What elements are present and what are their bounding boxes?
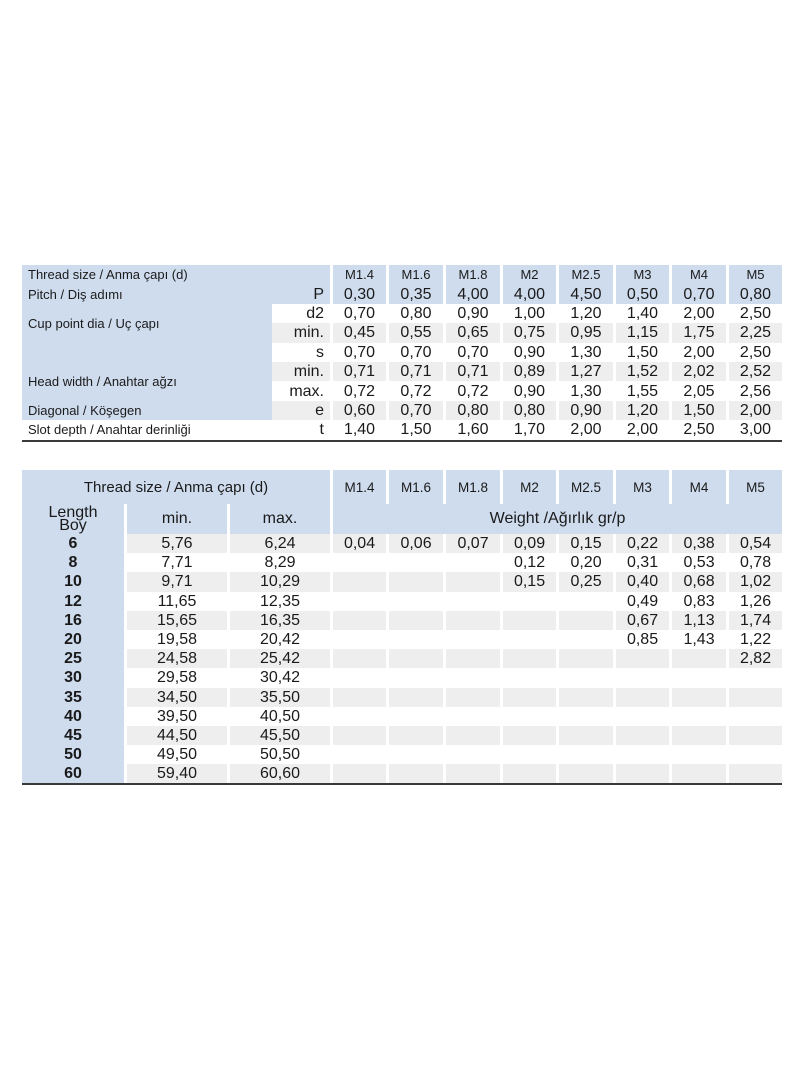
max-label: max.	[227, 504, 330, 534]
value-cell: 0,60	[330, 401, 386, 420]
value-cell: 0,72	[386, 381, 443, 400]
value-cell: 1,75	[669, 323, 726, 342]
weight-cell: 0,04	[330, 534, 386, 553]
value-cell: 1,40	[330, 420, 386, 439]
length-cell: 8	[22, 553, 124, 572]
max-cell: 40,50	[227, 707, 330, 726]
dimensions-table	[22, 265, 782, 442]
max-cell: 16,35	[227, 611, 330, 630]
diagonal-row	[22, 401, 782, 420]
weight-cell	[443, 745, 500, 764]
min-cell: 9,71	[124, 572, 227, 591]
value-cell: 2,00	[669, 304, 726, 323]
table-row	[22, 553, 782, 572]
weight-cell	[556, 764, 613, 783]
weight-cell	[500, 630, 556, 649]
weight-cell: 0,38	[669, 534, 726, 553]
weight-cell: 0,07	[443, 534, 500, 553]
value-cell: 0,72	[443, 381, 500, 400]
weight-cell	[500, 649, 556, 668]
weight-cell: 0,78	[726, 553, 782, 572]
value-cell: 0,70	[330, 304, 386, 323]
value-cell: 1,50	[613, 343, 669, 362]
value-cell: 2,00	[613, 420, 669, 439]
weight-cell	[613, 649, 669, 668]
weight-cell	[556, 745, 613, 764]
weight-cell	[443, 764, 500, 783]
min-cell: 24,58	[124, 649, 227, 668]
weight-cell	[443, 726, 500, 745]
value-cell: 2,02	[669, 362, 726, 381]
weight-cell: 2,82	[726, 649, 782, 668]
weight-cell: 1,22	[726, 630, 782, 649]
value-cell: 0,90	[443, 304, 500, 323]
length-cell: 6	[22, 534, 124, 553]
weight-cell: 1,02	[726, 572, 782, 591]
weight-cell: 1,13	[669, 611, 726, 630]
row-symbol: s	[272, 343, 330, 362]
weight-cell	[330, 745, 386, 764]
max-cell: 8,29	[227, 553, 330, 572]
weight-cell: 0,06	[386, 534, 443, 553]
value-cell: 4,00	[500, 284, 556, 303]
value-cell: 2,25	[726, 323, 782, 342]
length-cell: 40	[22, 707, 124, 726]
weight-cell	[726, 726, 782, 745]
value-cell: 0,71	[330, 362, 386, 381]
size-header: M2	[500, 470, 556, 504]
max-cell: 60,60	[227, 764, 330, 783]
row-label	[22, 343, 272, 362]
weight-cell	[330, 611, 386, 630]
row-symbol: d2	[272, 304, 330, 323]
length-cell: 25	[22, 649, 124, 668]
length-cell: 12	[22, 592, 124, 611]
weight-cell	[669, 688, 726, 707]
value-cell: 1,40	[613, 304, 669, 323]
min-cell: 29,58	[124, 668, 227, 687]
size-header: M3	[613, 265, 669, 284]
min-cell: 59,40	[124, 764, 227, 783]
weight-cell	[613, 745, 669, 764]
value-cell: 2,52	[726, 362, 782, 381]
size-header: M1.4	[330, 265, 386, 284]
weight-cell: 1,74	[726, 611, 782, 630]
weight-cell	[386, 649, 443, 668]
weight-cell	[386, 745, 443, 764]
value-cell: 0,90	[556, 401, 613, 420]
value-cell: 0,70	[669, 284, 726, 303]
table-row	[22, 611, 782, 630]
size-header: M4	[669, 470, 726, 504]
value-cell: 1,70	[500, 420, 556, 439]
value-cell: 0,71	[386, 362, 443, 381]
pitch-row	[22, 284, 782, 303]
weight-cell	[386, 764, 443, 783]
weight-cell	[500, 592, 556, 611]
value-cell: 1,50	[669, 401, 726, 420]
weight-table-body	[22, 534, 782, 783]
weight-cell	[443, 630, 500, 649]
min-cell: 11,65	[124, 592, 227, 611]
row-symbol: t	[272, 420, 330, 439]
value-cell: 1,00	[500, 304, 556, 323]
weight-cell: 0,22	[613, 534, 669, 553]
value-cell: 2,00	[556, 420, 613, 439]
weight-cell	[443, 572, 500, 591]
value-cell: 0,55	[386, 323, 443, 342]
weight-cell	[500, 707, 556, 726]
weight-cell: 1,26	[726, 592, 782, 611]
value-cell: 1,55	[613, 381, 669, 400]
weight-cell	[443, 553, 500, 572]
value-cell: 0,65	[443, 323, 500, 342]
max-cell: 35,50	[227, 688, 330, 707]
weight-cell	[669, 649, 726, 668]
value-cell: 2,50	[669, 420, 726, 439]
size-header: M1.6	[386, 265, 443, 284]
length-cell: 30	[22, 668, 124, 687]
row-symbol: P	[272, 284, 330, 303]
weight-cell	[613, 688, 669, 707]
weight-cell: 0,54	[726, 534, 782, 553]
max-cell: 30,42	[227, 668, 330, 687]
max-cell: 20,42	[227, 630, 330, 649]
row-label: Head width / Anahtar ağzı	[22, 362, 272, 401]
value-cell: 2,50	[726, 343, 782, 362]
weight-cell	[386, 630, 443, 649]
value-cell: 0,89	[500, 362, 556, 381]
thread-size-label: Thread size / Anma çapı (d)	[22, 470, 330, 504]
max-cell: 6,24	[227, 534, 330, 553]
weight-cell	[330, 726, 386, 745]
weight-cell	[669, 707, 726, 726]
min-cell: 49,50	[124, 745, 227, 764]
value-cell: 0,70	[330, 343, 386, 362]
length-cell: 10	[22, 572, 124, 591]
min-label: min.	[124, 504, 227, 534]
row-symbol: max.	[272, 381, 330, 400]
table-row	[22, 572, 782, 591]
s-row	[22, 343, 782, 362]
value-cell: 0,90	[500, 381, 556, 400]
weight-cell	[726, 764, 782, 783]
weight-cell	[556, 649, 613, 668]
row-label: Diagonal / Köşegen	[22, 401, 272, 420]
size-header: M5	[726, 265, 782, 284]
weight-cell	[386, 707, 443, 726]
weight-cell	[330, 764, 386, 783]
weight-cell	[556, 592, 613, 611]
weight-cell	[330, 688, 386, 707]
value-cell: 1,30	[556, 381, 613, 400]
value-cell: 1,20	[613, 401, 669, 420]
row-symbol: min.	[272, 362, 330, 381]
length-cell: 60	[22, 764, 124, 783]
min-cell: 7,71	[124, 553, 227, 572]
value-cell: 0,80	[443, 401, 500, 420]
weight-cell: 0,53	[669, 553, 726, 572]
weight-cell	[669, 764, 726, 783]
table-row	[22, 707, 782, 726]
value-cell: 0,72	[330, 381, 386, 400]
max-cell: 12,35	[227, 592, 330, 611]
min-cell: 44,50	[124, 726, 227, 745]
min-cell: 15,65	[124, 611, 227, 630]
value-cell: 0,75	[500, 323, 556, 342]
weight-cell	[613, 764, 669, 783]
weight-cell	[500, 668, 556, 687]
weight-cell: 0,83	[669, 592, 726, 611]
weight-cell	[500, 726, 556, 745]
table-row	[22, 592, 782, 611]
row-label: Slot depth / Anahtar derinliği	[22, 420, 272, 439]
weight-cell	[386, 572, 443, 591]
table-row	[22, 764, 782, 783]
value-cell: 2,56	[726, 381, 782, 400]
weight-cell	[443, 649, 500, 668]
value-cell: 2,00	[669, 343, 726, 362]
length-cell: 45	[22, 726, 124, 745]
weight-cell	[726, 688, 782, 707]
length-label	[22, 504, 124, 534]
weight-cell	[556, 630, 613, 649]
size-header: M2	[500, 265, 556, 284]
weight-cell	[500, 745, 556, 764]
value-cell: 0,80	[500, 401, 556, 420]
weight-cell	[613, 668, 669, 687]
weight-header-row	[22, 470, 782, 504]
weight-cell	[500, 688, 556, 707]
table-row	[22, 726, 782, 745]
weight-cell	[443, 688, 500, 707]
weight-cell	[500, 611, 556, 630]
weight-cell	[330, 707, 386, 726]
weight-cell	[330, 553, 386, 572]
table-row	[22, 688, 782, 707]
size-header: M3	[613, 470, 669, 504]
max-cell: 10,29	[227, 572, 330, 591]
weight-cell: 0,20	[556, 553, 613, 572]
dimensions-header-row	[22, 265, 782, 284]
weight-cell	[726, 707, 782, 726]
weight-cell	[669, 726, 726, 745]
weight-label: Weight /Ağırlık gr/p	[330, 504, 782, 534]
length-cell: 16	[22, 611, 124, 630]
weight-cell	[443, 611, 500, 630]
min-cell: 5,76	[124, 534, 227, 553]
row-label: Cup point dia / Uç çapı	[22, 304, 272, 343]
weight-cell	[330, 630, 386, 649]
size-header: M5	[726, 470, 782, 504]
length-cell: 35	[22, 688, 124, 707]
thread-size-label: Thread size / Anma çapı (d)	[22, 265, 330, 284]
row-label: Pitch / Diş adımı	[22, 284, 272, 303]
cup-point-d2-row	[22, 304, 782, 323]
weight-cell	[386, 688, 443, 707]
weight-cell	[386, 553, 443, 572]
value-cell: 4,50	[556, 284, 613, 303]
weight-cell	[613, 707, 669, 726]
weight-cell	[726, 745, 782, 764]
table-row	[22, 630, 782, 649]
max-cell: 45,50	[227, 726, 330, 745]
weight-cell	[443, 668, 500, 687]
length-cell: 20	[22, 630, 124, 649]
max-cell: 25,42	[227, 649, 330, 668]
min-cell: 34,50	[124, 688, 227, 707]
weight-cell: 0,15	[556, 534, 613, 553]
value-cell: 1,52	[613, 362, 669, 381]
weight-cell	[443, 707, 500, 726]
weight-cell	[669, 668, 726, 687]
weight-cell	[500, 764, 556, 783]
value-cell: 0,50	[613, 284, 669, 303]
weight-cell	[556, 726, 613, 745]
weight-cell	[330, 592, 386, 611]
value-cell: 2,50	[726, 304, 782, 323]
value-cell: 1,27	[556, 362, 613, 381]
length-cell: 50	[22, 745, 124, 764]
weight-cell	[443, 592, 500, 611]
size-header: M1.4	[330, 470, 386, 504]
weight-cell	[556, 707, 613, 726]
value-cell: 0,80	[726, 284, 782, 303]
value-cell: 0,70	[386, 343, 443, 362]
size-header: M1.6	[386, 470, 443, 504]
value-cell: 0,90	[500, 343, 556, 362]
size-header: M2.5	[556, 265, 613, 284]
size-header: M1.8	[443, 265, 500, 284]
table-row	[22, 745, 782, 764]
weight-cell: 1,43	[669, 630, 726, 649]
value-cell: 1,30	[556, 343, 613, 362]
size-header: M2.5	[556, 470, 613, 504]
value-cell: 1,50	[386, 420, 443, 439]
weight-cell: 0,85	[613, 630, 669, 649]
table-row	[22, 649, 782, 668]
value-cell: 0,70	[386, 401, 443, 420]
value-cell: 0,71	[443, 362, 500, 381]
value-cell: 1,15	[613, 323, 669, 342]
weight-cell: 0,25	[556, 572, 613, 591]
head-width-min-row	[22, 362, 782, 381]
row-symbol: min.	[272, 323, 330, 342]
weight-cell: 0,68	[669, 572, 726, 591]
weight-cell	[386, 611, 443, 630]
weight-cell	[556, 611, 613, 630]
weight-cell	[330, 572, 386, 591]
weight-cell: 0,09	[500, 534, 556, 553]
weight-cell	[556, 688, 613, 707]
weight-cell	[330, 649, 386, 668]
value-cell: 1,20	[556, 304, 613, 323]
table-row	[22, 668, 782, 687]
value-cell: 1,60	[443, 420, 500, 439]
weight-subheader-row	[22, 504, 782, 534]
weight-cell	[726, 668, 782, 687]
weight-cell	[386, 668, 443, 687]
weight-cell: 0,12	[500, 553, 556, 572]
weight-cell	[669, 745, 726, 764]
weight-cell: 0,67	[613, 611, 669, 630]
value-cell: 4,00	[443, 284, 500, 303]
value-cell: 0,80	[386, 304, 443, 323]
weight-cell: 0,40	[613, 572, 669, 591]
weight-cell: 0,49	[613, 592, 669, 611]
value-cell: 2,05	[669, 381, 726, 400]
row-symbol: e	[272, 401, 330, 420]
max-cell: 50,50	[227, 745, 330, 764]
weight-cell	[556, 668, 613, 687]
size-header: M4	[669, 265, 726, 284]
weight-table	[22, 470, 782, 785]
value-cell: 2,00	[726, 401, 782, 420]
weight-cell: 0,15	[500, 572, 556, 591]
value-cell: 0,30	[330, 284, 386, 303]
weight-cell	[386, 726, 443, 745]
value-cell: 0,45	[330, 323, 386, 342]
weight-cell: 0,31	[613, 553, 669, 572]
value-cell: 0,95	[556, 323, 613, 342]
weight-cell	[386, 592, 443, 611]
min-cell: 39,50	[124, 707, 227, 726]
weight-cell	[330, 668, 386, 687]
value-cell: 0,35	[386, 284, 443, 303]
value-cell: 3,00	[726, 420, 782, 439]
value-cell: 0,70	[443, 343, 500, 362]
size-header: M1.8	[443, 470, 500, 504]
table-row	[22, 534, 782, 553]
weight-cell	[613, 726, 669, 745]
min-cell: 19,58	[124, 630, 227, 649]
length-label-text: Length Boy	[48, 504, 98, 534]
slot-depth-row	[22, 420, 782, 439]
